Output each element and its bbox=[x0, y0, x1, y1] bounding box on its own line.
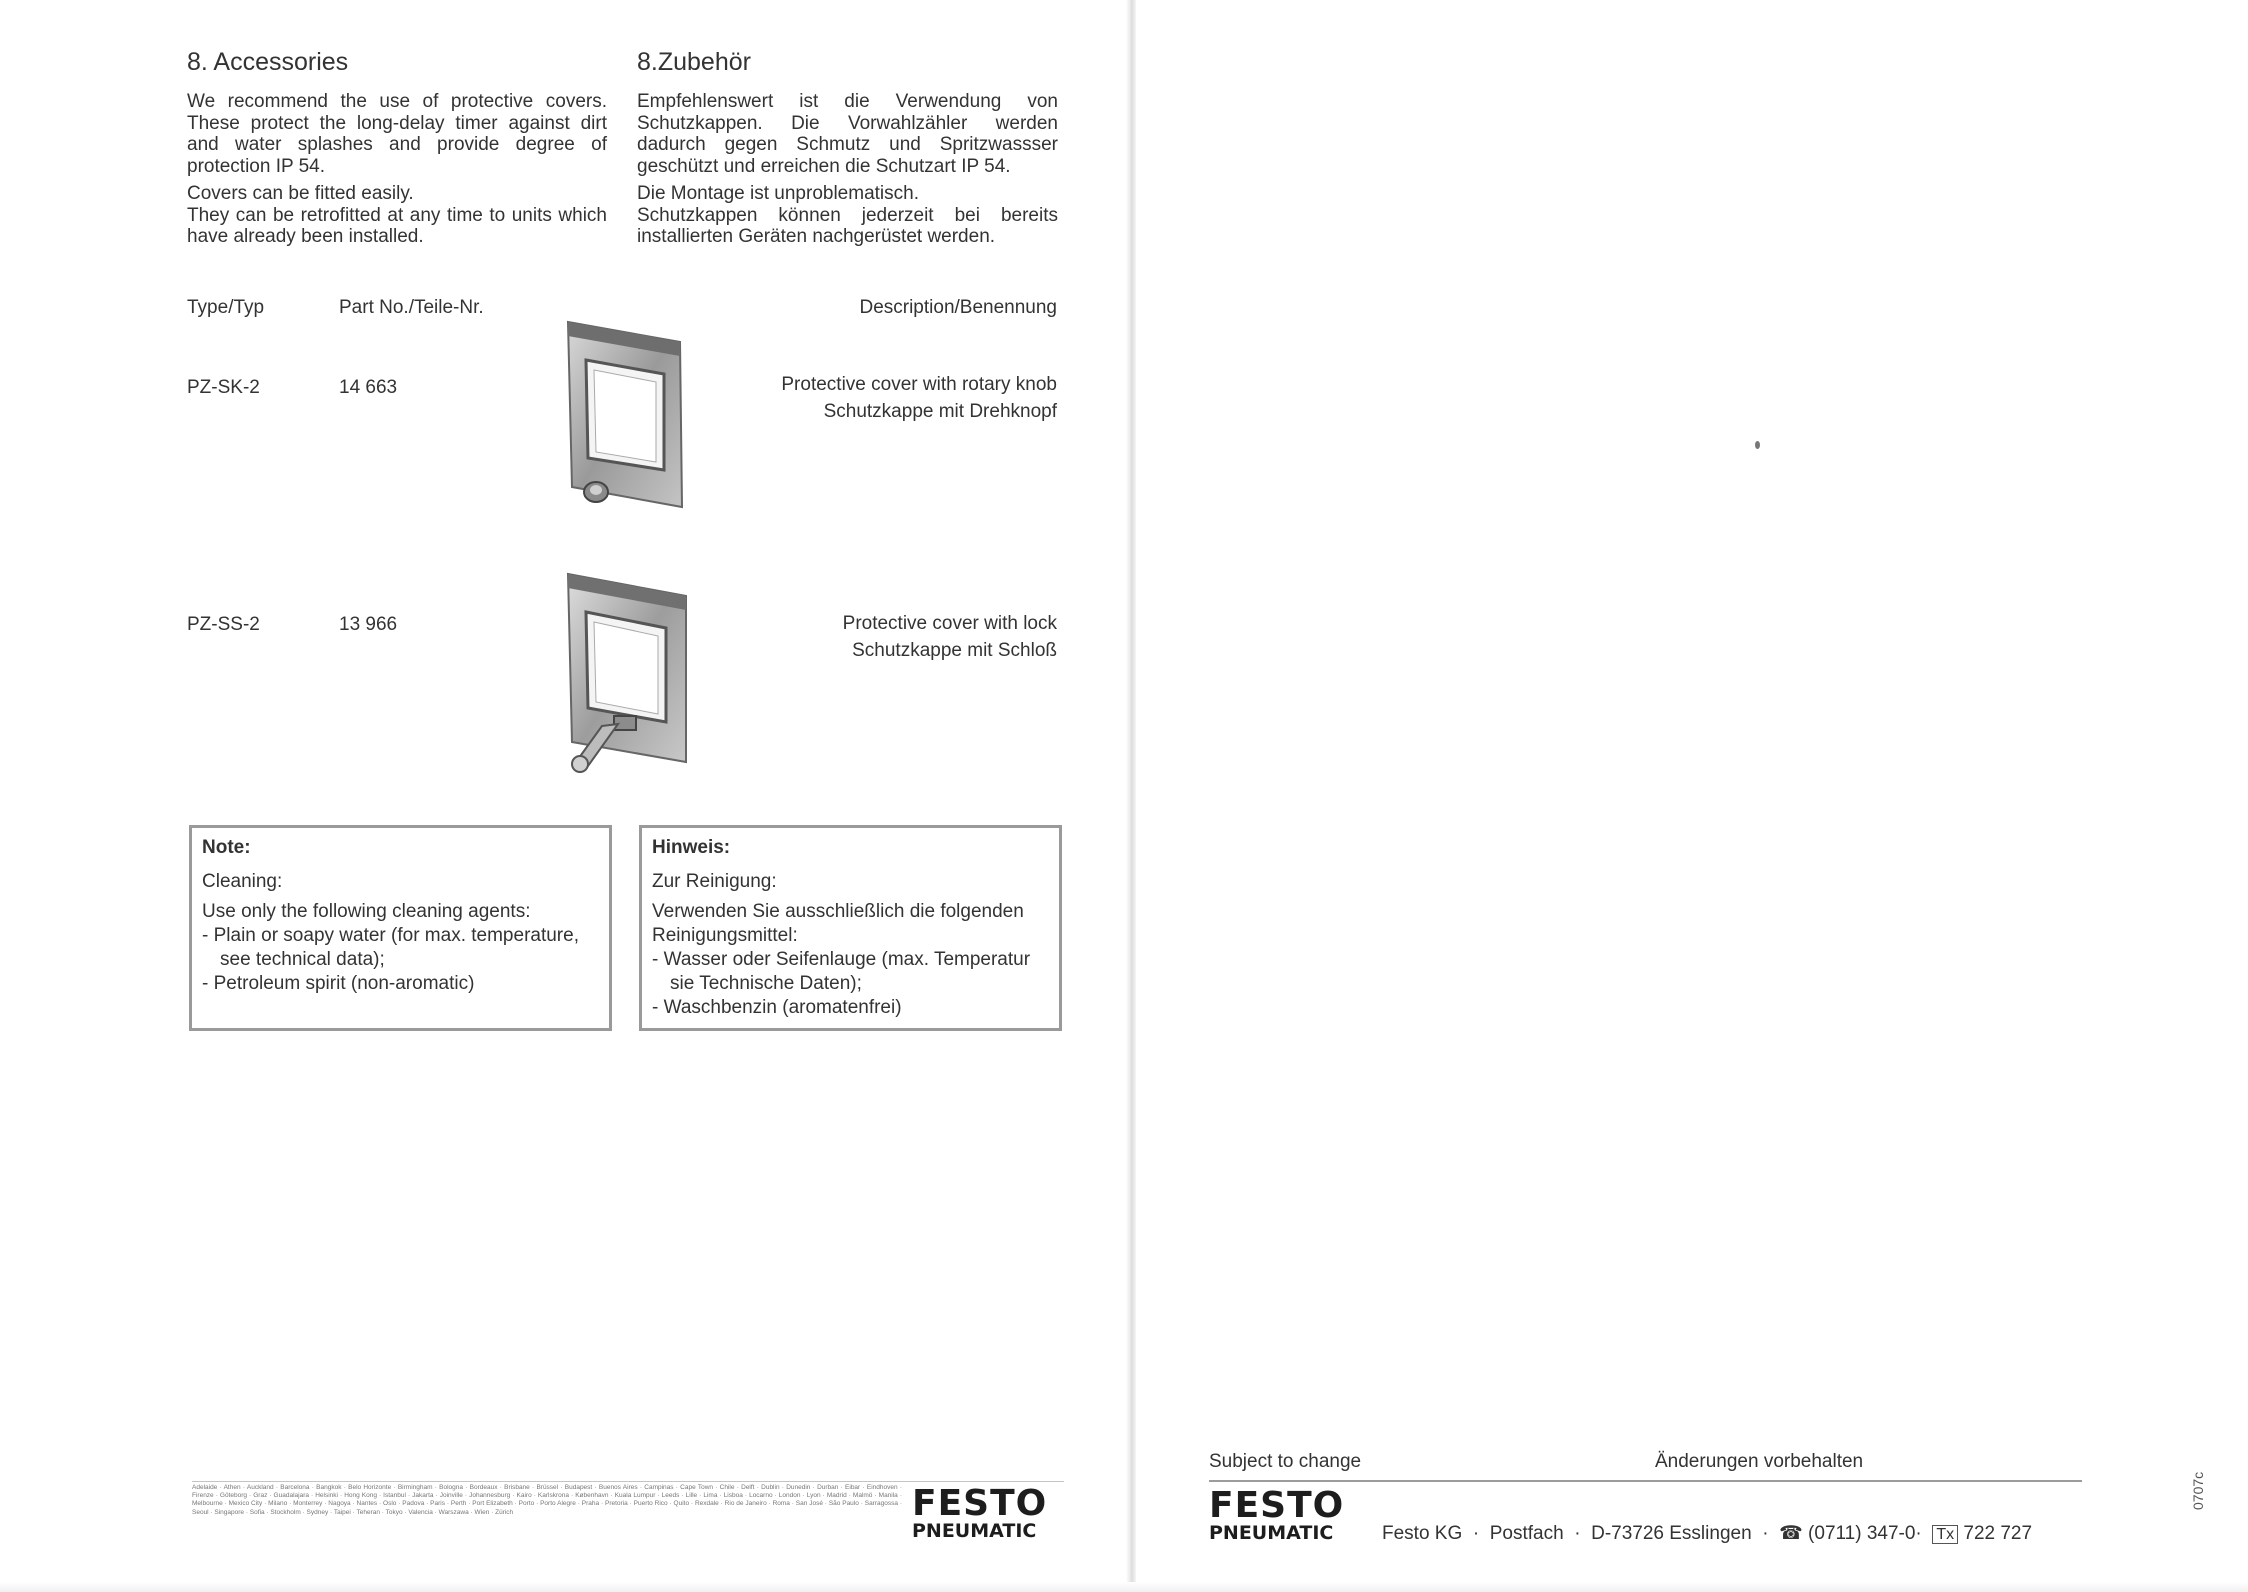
separator-2: · bbox=[1574, 1523, 1581, 1544]
note-item-de-2: - Waschbenzin (aromatenfrei) bbox=[652, 997, 902, 1018]
note-title-de: Hinweis: bbox=[652, 837, 731, 858]
document-code: 0707c bbox=[2190, 1471, 2206, 1510]
header-description: Description/Benennung bbox=[859, 297, 1057, 318]
protective-cover-lock-image bbox=[558, 566, 694, 780]
address-line bbox=[1382, 1522, 2032, 1545]
para-de-1: Empfehlenswert ist die Verwendung von Schutzkappen. Die Vorwahlzähler werden dadurch gegen Schmutz und Spritzwassser geschützt und erreichen die Schutzart IP 54. bbox=[637, 91, 1058, 177]
pneumatic-wordmark: PNEUMATIC bbox=[912, 1520, 1037, 1542]
row1-part: 14 663 bbox=[339, 377, 398, 398]
row2-type: PZ-SS-2 bbox=[187, 614, 260, 635]
street: Postfach bbox=[1489, 1523, 1564, 1544]
para-de-3: Schutzkappen können jederzeit bei bereits installierten Geräten nachgerüstet werden. bbox=[637, 204, 1058, 247]
aenderungen-vorbehalten: Änderungen vorbehalten bbox=[1655, 1451, 1864, 1472]
pneumatic-wordmark-right: PNEUMATIC bbox=[1209, 1522, 1334, 1544]
header-part-no: Part No./Teile-Nr. bbox=[339, 297, 484, 318]
phone-number: (0711) 347-0· bbox=[1808, 1523, 1922, 1544]
telex-number: 722 727 bbox=[1963, 1523, 2033, 1544]
accessories-section-en bbox=[187, 48, 607, 254]
separator-3: · bbox=[1762, 1523, 1769, 1544]
separator-1: · bbox=[1472, 1523, 1480, 1544]
telex-icon: Tx bbox=[1932, 1525, 1958, 1544]
page-fold bbox=[1126, 0, 1136, 1592]
note-item-de-1: - Wasser oder Seifenlauge (max. Temperatur sie Technische Daten); bbox=[652, 949, 1031, 994]
festo-wordmark: FESTO bbox=[912, 1483, 1048, 1524]
heading-accessories: 8. Accessories bbox=[187, 48, 349, 76]
phone-icon: ☎ bbox=[1779, 1523, 1803, 1544]
city: D-73726 Esslingen bbox=[1591, 1523, 1752, 1544]
note-item-en-2: - Petroleum spirit (non-aromatic) bbox=[202, 973, 475, 994]
row1-type: PZ-SK-2 bbox=[187, 377, 260, 398]
office-locations: Adelaide · Athen · Auckland · Barcelona · Bangkok · Belo Horizonte · Birmingham · Bologna · Bordeaux · Brisbane · Brüssel · Budapest · Buenos Aires · Campinas · Cape Town · Chile · Delft · Dublin · Dunedin · Durban · Eibar · Eindhoven · Firenze · Göteborg · Graz · Guadalajara · Helsinki · Hong Kong · Istanbul · Jakarta · Joinville · Johannesburg · Kairo · Karlskrona · København · Kuala Lumpur · Leeds · Lille · Lima · Lisboa · Locarno · London · Lyon · Madrid · Malmö · Manila · Melbourne · Mexico City · Milano · Monterrey · Nagoya · Nantes · Oslo · Padova · Paris · Perth · Port Elizabeth · Porto · Porto Alegre · Praha · Pretoria · Puerto Rico · Quito · Rexdale · Rio de Janeiro · Roma · San José · São Paulo · Sarragossa · Seoul · Singapore · Sofia · Stockholm · Sydney · Taipei · Teheran · Tokyo · Valencia · Warszawa · Wien · Zürich bbox=[192, 1484, 902, 1516]
note-list-en bbox=[202, 924, 599, 996]
note-item-en-1: - Plain or soapy water (for max. temperature, see technical data); bbox=[202, 925, 579, 970]
left-footer-rule bbox=[192, 1481, 1064, 1482]
row2-desc-en: Protective cover with lock bbox=[842, 613, 1057, 634]
festo-logo-right bbox=[1209, 1485, 1345, 1544]
note-title-en: Note: bbox=[202, 837, 251, 858]
right-footer-rule bbox=[1209, 1480, 2082, 1482]
row1-desc-de: Schutzkappe mit Drehknopf bbox=[823, 401, 1057, 422]
para-en-3: They can be retrofitted at any time to units which have already been installed. bbox=[187, 204, 607, 247]
para-en-2: Covers can be fitted easily. bbox=[187, 183, 414, 204]
note-subtitle-en: Cleaning: bbox=[202, 871, 283, 892]
para-en-1: We recommend the use of protective covers. These protect the long-delay timer against dirt and water splashes and provide degree of protection IP 54. bbox=[187, 91, 607, 177]
row1-description bbox=[637, 371, 1057, 425]
para-de-2: Die Montage ist unproblematisch. bbox=[637, 183, 919, 204]
row2-description bbox=[637, 610, 1057, 664]
note-list-de bbox=[652, 948, 1049, 1020]
row2-part: 13 966 bbox=[339, 614, 398, 635]
page-edge bbox=[0, 1582, 2248, 1592]
speck-mark bbox=[1755, 441, 1760, 449]
note-subtitle-de: Zur Reinigung: bbox=[652, 871, 777, 892]
header-type: Type/Typ bbox=[187, 297, 265, 318]
note-box-de bbox=[639, 825, 1062, 1031]
accessories-section-de bbox=[637, 48, 1058, 254]
company-name: Festo KG bbox=[1382, 1523, 1463, 1544]
festo-wordmark-right: FESTO bbox=[1209, 1485, 1345, 1526]
note-intro-en: Use only the following cleaning agents: bbox=[202, 901, 531, 922]
row1-desc-en: Protective cover with rotary knob bbox=[781, 374, 1057, 395]
heading-zubehoer: 8.Zubehör bbox=[637, 48, 751, 76]
row2-desc-de: Schutzkappe mit Schloß bbox=[852, 640, 1057, 661]
note-box-en bbox=[189, 825, 612, 1031]
festo-logo-left bbox=[912, 1483, 1048, 1542]
note-intro-de: Verwenden Sie ausschließlich die folgenden Reinigungsmittel: bbox=[652, 901, 1024, 946]
subject-to-change: Subject to change bbox=[1209, 1451, 1362, 1472]
